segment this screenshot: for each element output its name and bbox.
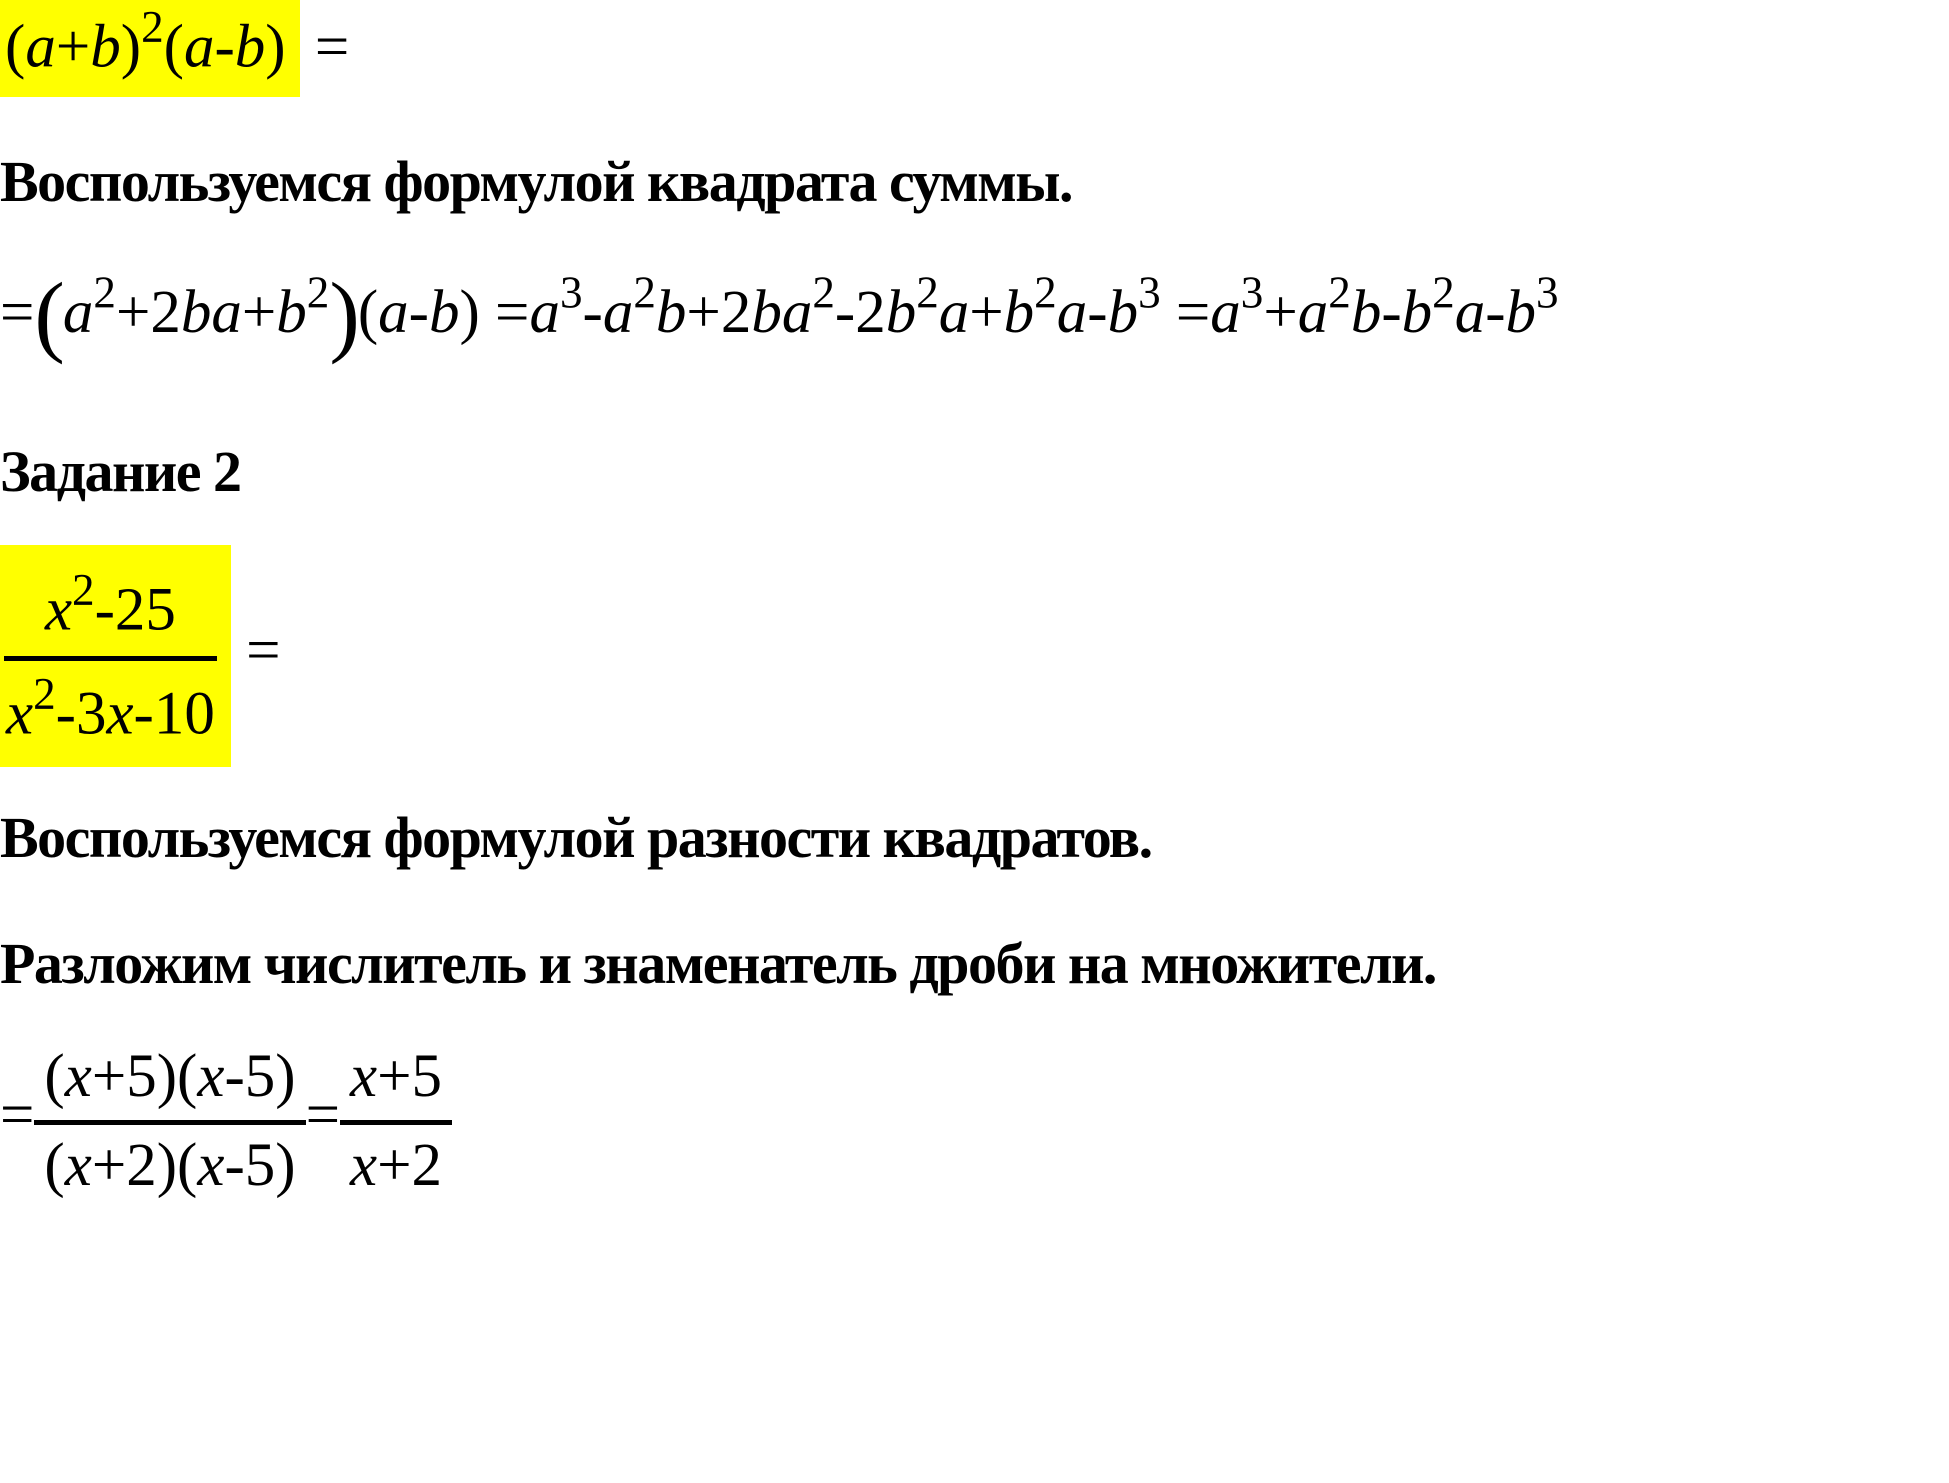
math-symbol: 0 <box>184 679 215 747</box>
superscript: 2 <box>812 267 835 318</box>
math-symbol: - <box>133 679 154 747</box>
math-variable: a <box>602 279 634 347</box>
math-variable: b <box>1401 279 1433 347</box>
math-symbol: 2 <box>126 1132 157 1200</box>
math-symbol: = <box>246 617 281 685</box>
eq-expansion <box>0 262 1559 367</box>
math-variable: a <box>529 279 560 347</box>
superscript: 3 <box>559 267 583 318</box>
math-symbol: 2 <box>855 279 886 347</box>
math-symbol: ( <box>5 13 26 81</box>
fraction-numerator <box>340 1038 452 1125</box>
math-variable: a <box>62 279 94 347</box>
math-symbol: - <box>1485 279 1506 347</box>
math-variable: b <box>1003 279 1035 347</box>
equals-sign <box>300 13 350 80</box>
highlighted-fraction <box>0 545 231 767</box>
math-symbol: 2 <box>411 1132 442 1200</box>
para-square-sum-note: Воспользуемся формулой квадрата суммы. <box>0 149 1073 214</box>
math-symbol: - <box>582 279 603 347</box>
math-symbol: 2 <box>720 279 752 347</box>
math-variable: b <box>234 13 266 81</box>
math-symbol: - <box>224 1043 245 1110</box>
highlighted-expression <box>0 0 300 97</box>
superscript: 3 <box>1138 267 1161 318</box>
superscript: 3 <box>1240 267 1264 318</box>
math-variable: x <box>6 679 34 747</box>
math-symbol: ( <box>163 13 184 81</box>
math-symbol: ) <box>459 279 480 347</box>
math-variable: x <box>64 1043 92 1110</box>
superscript: 3 <box>1536 267 1559 318</box>
math-symbol: 5 <box>126 1043 157 1110</box>
math-variable: b <box>90 13 121 81</box>
math-symbol: + <box>115 279 151 347</box>
math-symbol: ( <box>44 1132 65 1200</box>
expanded-terms <box>529 267 1211 347</box>
math-variable: a <box>1297 279 1329 347</box>
superscript: 2 <box>33 668 56 719</box>
math-variable: b <box>1350 279 1382 347</box>
fraction-denominator <box>4 661 217 752</box>
math-symbol: = <box>305 1081 341 1149</box>
eq-factored-result <box>0 1038 452 1203</box>
math-symbol: - <box>55 679 76 747</box>
binomial-factor <box>358 279 530 346</box>
math-variable: x <box>64 1132 92 1200</box>
math-variable: a <box>25 13 56 81</box>
math-symbol: ( <box>357 279 379 347</box>
math-variable: x <box>197 1132 225 1200</box>
math-symbol: + <box>969 279 1004 347</box>
math-symbol: 1 <box>153 679 185 747</box>
fraction-numerator <box>34 1038 305 1125</box>
equals-sign <box>0 279 34 346</box>
math-symbol: + <box>91 1043 127 1110</box>
math-symbol: ) <box>156 1132 178 1200</box>
math-symbol: 2 <box>114 576 146 644</box>
math-variable: a <box>378 279 409 347</box>
math-symbol: - <box>834 279 856 347</box>
math-symbol: + <box>686 279 721 347</box>
factored-fraction <box>34 1038 305 1203</box>
math-variable: b <box>1107 279 1139 347</box>
math-symbol: - <box>1381 279 1402 347</box>
superscript: 2 <box>916 267 939 318</box>
math-variable: a <box>938 279 970 347</box>
math-variable: x <box>197 1043 225 1110</box>
superscript: 2 <box>1432 267 1455 318</box>
eq-task1-statement <box>0 0 349 97</box>
math-symbol: + <box>55 13 91 81</box>
math-symbol: - <box>214 13 235 81</box>
math-symbol: = <box>1175 279 1211 347</box>
math-symbol <box>1161 279 1176 346</box>
math-variable: a <box>1454 279 1486 347</box>
math-variable: b <box>180 279 212 347</box>
math-variable: a <box>1210 279 1241 347</box>
math-variable: x <box>350 1043 378 1110</box>
math-symbol: - <box>94 576 115 644</box>
math-symbol: ( <box>177 1132 198 1200</box>
math-symbol: ( <box>44 1043 65 1110</box>
math-symbol: 5 <box>145 576 176 644</box>
math-variable: b <box>751 279 782 347</box>
math-symbol: + <box>377 1043 412 1110</box>
math-symbol: ) <box>120 13 142 81</box>
math-symbol: 5 <box>244 1043 276 1110</box>
math-variable: b <box>1505 279 1537 347</box>
fraction-denominator <box>34 1125 305 1203</box>
math-variable: b <box>276 279 307 347</box>
trinomial <box>62 267 330 347</box>
math-symbol: = <box>0 1081 35 1149</box>
reduced-fraction <box>340 1038 452 1203</box>
superscript: 2 <box>141 2 164 52</box>
math-symbol: = <box>314 13 350 81</box>
math-symbol: 3 <box>75 679 107 747</box>
superscript: 2 <box>72 565 95 615</box>
math-variable: b <box>655 279 687 347</box>
math-symbol: 5 <box>411 1043 442 1110</box>
para-diff-squares-note: Воспользуемся формулой разности квадратов. <box>0 805 1152 870</box>
math-symbol: + <box>241 279 277 347</box>
equals-sign <box>0 1082 34 1149</box>
math-variable: x <box>350 1132 378 1200</box>
superscript: 2 <box>1034 267 1057 318</box>
math-symbol: ) <box>265 13 286 81</box>
math-symbol: - <box>224 1132 245 1200</box>
math-symbol: = <box>0 279 35 347</box>
equals-sign <box>306 1082 340 1149</box>
superscript: 2 <box>306 267 330 318</box>
big-open-paren: ( <box>34 263 63 365</box>
superscript: 2 <box>93 267 116 318</box>
math-symbol: = <box>495 279 530 347</box>
math-symbol <box>300 13 315 80</box>
heading-task2: Задание 2 <box>0 439 241 504</box>
math-symbol <box>231 617 246 684</box>
math-variable: x <box>106 679 134 747</box>
superscript: 2 <box>1328 267 1351 318</box>
math-symbol: 2 <box>150 279 181 347</box>
math-variable: a <box>781 279 813 347</box>
math-variable: b <box>428 279 460 347</box>
math-symbol: - <box>1087 279 1108 347</box>
para-factor-note: Разложим числитель и знаменатель дроби на множители. <box>0 931 1436 996</box>
math-symbol: + <box>377 1132 412 1200</box>
math-variable: b <box>885 279 917 347</box>
math-symbol: ) <box>156 1043 178 1110</box>
math-symbol: 5 <box>244 1132 276 1200</box>
equals-sign <box>231 617 281 684</box>
math-symbol: ) <box>275 1132 296 1200</box>
math-variable: a <box>183 13 215 81</box>
math-variable: a <box>211 279 242 347</box>
fraction-denominator <box>340 1125 452 1203</box>
math-symbol: ( <box>177 1043 198 1110</box>
math-symbol: - <box>408 279 429 347</box>
math-variable: a <box>1056 279 1088 347</box>
superscript: 2 <box>633 267 656 318</box>
big-close-paren: ) <box>329 263 358 365</box>
fraction-numerator <box>4 559 217 661</box>
math-variable: x <box>44 576 73 644</box>
math-symbol: + <box>91 1132 127 1200</box>
math-symbol <box>480 279 495 346</box>
math-symbol: + <box>1263 279 1298 347</box>
simplified-terms <box>1210 267 1559 347</box>
eq-task2-statement <box>0 545 281 767</box>
math-symbol: ) <box>275 1043 296 1110</box>
